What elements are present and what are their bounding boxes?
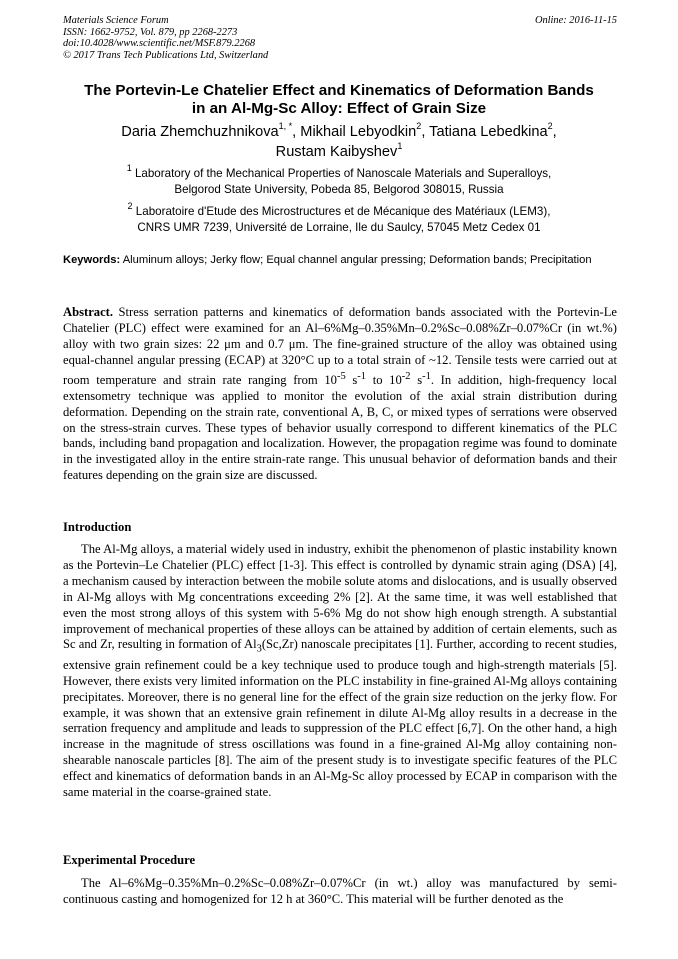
- keywords: [63, 253, 617, 269]
- experimental-paragraph: The Al–6%Mg–0.35%Mn–0.2%Sc–0.08%Zr–0.07%Cr (in wt.) alloy was manufactured by semi-continuous casting and homogenized for 12 h at 360°C. This material will be further denoted as the: [63, 876, 617, 906]
- affiliation-line: Belgorod State University, Pobeda 85, Belgorod 308015, Russia: [174, 183, 504, 196]
- affiliation-number: 2: [127, 201, 133, 212]
- paragraph-text: The Al-Mg alloys, a material widely used in industry, exhibit the phenomenon of plastic instability known as the Portevin–Le Chatelier (PLC) effect [1-3]. This effect is controlled by dynamic strain aging (DSA) [4], a mechanism caused by interaction between the mobile solute atoms and dislocations, and is usually observed in Al-Mg alloys with Mg concentrations exceeding 2% [2]. At the same time, it was well established that even the most strong alloys of this system with 5-6% Mg do not show high enough strength. A substantial improvement of mechanical properties of these alloys can be attained by addition of certain elements, such as Sc and Zr, resulting in formation of Al: [63, 542, 617, 652]
- affiliation-line: Laboratory of the Mechanical Properties of Nanoscale Materials and Superalloys,: [134, 167, 552, 180]
- author-affiliation-mark: 2: [547, 121, 553, 132]
- abstract-label: Abstract.: [63, 305, 114, 319]
- title-line-2: in an Al-Mg-Sc Alloy: Effect of Grain Size: [191, 100, 487, 117]
- author-name: Mikhail Lebyodkin: [300, 124, 417, 140]
- keywords-label: Keywords:: [63, 254, 121, 266]
- author-name: Rustam Kaibyshev: [275, 143, 398, 160]
- exponent: -1: [357, 370, 367, 382]
- abstract-text: s: [345, 372, 358, 387]
- copyright-line: © 2017 Trans Tech Publications Ltd, Switzerland: [63, 49, 269, 61]
- issn-line: ISSN: 1662-9752, Vol. 879, pp 2268-2273: [63, 26, 238, 38]
- doi-line[interactable]: doi:10.4028/www.scientific.net/MSF.879.2268: [63, 38, 256, 50]
- paper-title: [40, 82, 638, 118]
- affiliation-line: CNRS UMR 7239, Université de Lorraine, Ile du Saulcy, 57045 Metz Cedex 01: [137, 221, 541, 234]
- journal-header: [63, 15, 617, 61]
- introduction-paragraph: [63, 542, 617, 801]
- section-heading-introduction: Introduction: [63, 520, 132, 534]
- author-affiliation-mark: 1: [397, 140, 403, 151]
- abstract-text: to 10: [366, 372, 402, 387]
- affiliation-2: [40, 201, 638, 236]
- exponent: -5: [336, 370, 346, 382]
- abstract-text: Stress serration patterns and kinematics of deformation bands associated with the Portevin-Le Chatelier (PLC) effect were examined for an Al–6%Mg–0.35%Mn–0.2%Sc–0.08%Zr–0.07%Cr (in wt.%) alloy with two grain sizes: 22 μm and 0.7 μm. The fine-grained structure of the alloy was obtained using equal-channel angular pressing (ECAP) at 320°C up to a total strain of ~12. Tensile tests were carried out at room temperature and strain rate ranging from 10: [63, 305, 617, 387]
- exponent: -1: [422, 370, 431, 382]
- title-line-1: The Portevin-Le Chatelier Effect and Kinematics of Deformation Bands: [84, 82, 594, 99]
- affiliation-number: 1: [126, 163, 132, 174]
- author-list: Daria Zhemchuzhnikova$^{1, *}$, Mikhail Lebyodkin$^2$, Tatiana Lebedkina$^2$, Rustam Kaibyshev$^1$: [121, 121, 557, 160]
- paragraph-text: (Sc,Zr) nanoscale precipitates [1]. Further, according to recent studies, extensive grain refinement could be a key technique used to produce tough and high-strength materials [5]. However, there exists very limited information on the PLC instability in fine-grained Al-Mg alloys containing precipitates. Moreover, there is no general line for the effect of the grain size reduction on the jerky flow. For example, it was shown that an extensive grain refinement in dilute Al-Mg alloy results in a decrease in the serration frequency and amplitude and leads to suppression of the PLC effect [6,7]. On the other hand, a high increase in the magnitude of stress oscillations was found in a fine-grained Al-Mg alloy containing non-shearable nanoscale particles [8]. The aim of the present study is to investigate specific features of the PLC effect and kinematics of deformation bands in an Al-Mg-Sc alloy processed by ECAP in comparison with the same material in the coarse-grained state.: [63, 637, 617, 800]
- author-name: Daria Zhemchuzhnikova: [121, 124, 279, 140]
- subscript: 3: [256, 643, 262, 655]
- author-affiliation-mark: 2: [416, 121, 422, 132]
- affiliation-1: [40, 163, 638, 198]
- abstract-text: s: [410, 372, 423, 387]
- abstract-text: . In addition, high-frequency local extensometry technique was applied to monitor the evolution of the axial strain distribution during deformation. Depending on the strain rate, conventional A, B, C, or mixed types of serrations were observed on the stress-strain curves. These types of behavior usually correspond to different kinematics of the PLC bands, including band propagation and localization. However, the propagation regime was found to dominate in the investigated alloy in the entire strain-rate range. This unusual behavior of deformation bands and their features depending on the grain size are discussed.: [63, 372, 617, 483]
- online-date: Online: 2016-11-15: [534, 15, 617, 26]
- journal-name: Materials Science Forum: [63, 15, 169, 26]
- affiliation-line: Laboratoire d'Etude des Microstructures et de Mécanique des Matériaux (LEM3),: [135, 205, 551, 218]
- abstract: [63, 305, 617, 484]
- author-affiliation-mark: 1, *: [278, 121, 293, 132]
- exponent: -2: [401, 370, 411, 382]
- keywords-text: Aluminum alloys; Jerky flow; Equal channel angular pressing; Deformation bands; Precipitation: [122, 254, 592, 266]
- author-name: Tatiana Lebedkina: [429, 124, 548, 140]
- section-heading-experimental: Experimental Procedure: [63, 853, 196, 867]
